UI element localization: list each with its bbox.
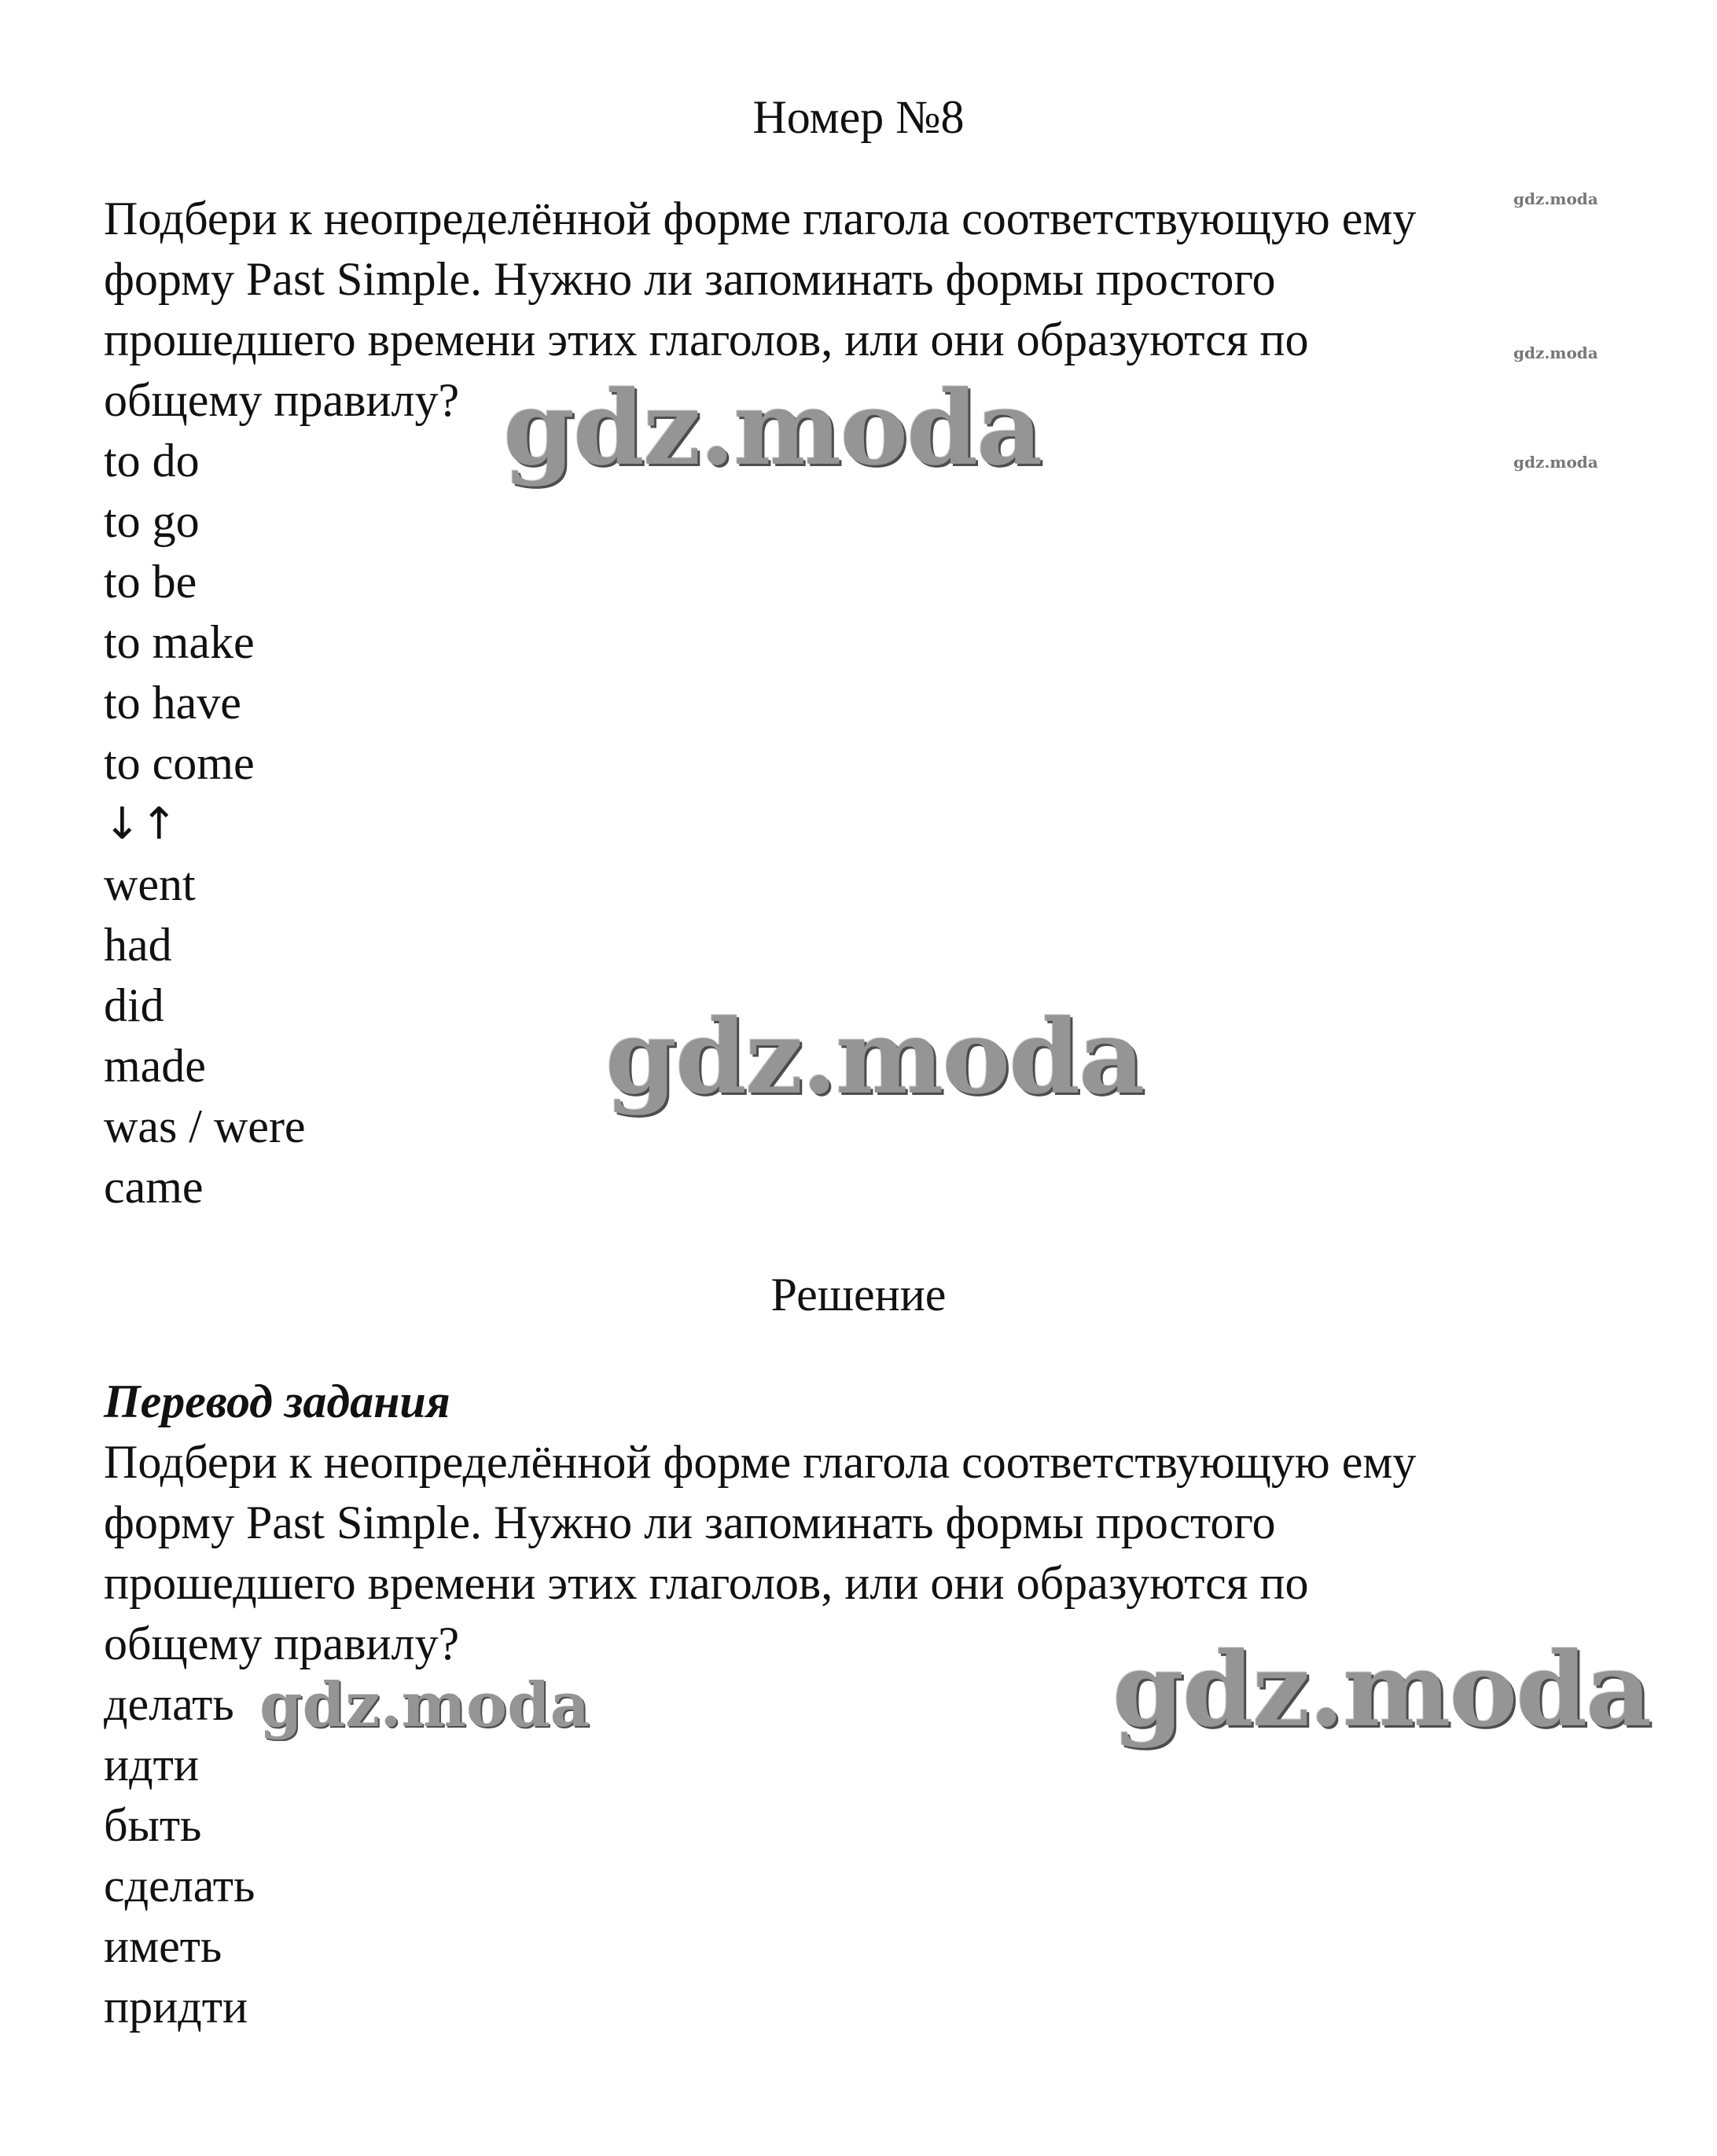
task-text-line: Подбери к неопределённой форме глагола соответствующую ему [104, 193, 1417, 244]
infinitive-item: to do [104, 435, 200, 487]
infinitive-item: to be [104, 556, 197, 608]
infinitive-item: to come [104, 737, 255, 789]
watermark-small: gdz.moda [1513, 189, 1598, 208]
watermark-small: gdz.moda [1513, 343, 1598, 362]
translation-item: сделать [104, 1860, 256, 1912]
watermark-logo: gdz.moda [259, 1669, 590, 1741]
watermark-logo: gdz.moda [605, 997, 1144, 1117]
translation-item: быть [104, 1799, 202, 1851]
translation-item: придти [104, 1981, 248, 2033]
watermark-logo: gdz.moda [503, 368, 1042, 488]
past-form-item: did [104, 979, 164, 1031]
task-text-line: общему правилу? [104, 374, 460, 426]
translation-item: идти [104, 1739, 199, 1791]
task-text-line: форму Past Simple. Нужно ли запоминать формы простого [104, 253, 1276, 305]
watermark-small: gdz.moda [1513, 453, 1598, 472]
page-title: Номер №8 [752, 91, 965, 143]
past-form-item: went [104, 858, 196, 910]
task-text-line: прошедшего времени этих глаголов, или они образуются по [104, 314, 1309, 365]
past-form-item: made [104, 1040, 206, 1092]
translation-text-line: прошедшего времени этих глаголов, или они образуются по [104, 1557, 1309, 1609]
infinitive-item: to go [104, 495, 200, 547]
translation-item: делать [104, 1678, 234, 1730]
infinitive-item: to have [104, 677, 241, 729]
translation-item: иметь [104, 1920, 222, 1972]
infinitive-item: to make [104, 616, 255, 668]
past-form-item: had [104, 919, 172, 971]
solution-title: Решение [770, 1269, 947, 1320]
translation-text-line: Подбери к неопределённой форме глагола соответствующую ему [104, 1436, 1417, 1488]
translation-subhead: Перевод задания [104, 1376, 450, 1427]
translation-text-line: форму Past Simple. Нужно ли запоминать формы простого [104, 1497, 1276, 1548]
watermark-logo: gdz.moda [1112, 1629, 1651, 1750]
past-form-item: came [104, 1161, 204, 1213]
translation-text-line: общему правилу? [104, 1618, 460, 1669]
match-arrows-icon: ↓↑ [104, 799, 178, 850]
past-form-item: was / were [104, 1100, 306, 1152]
